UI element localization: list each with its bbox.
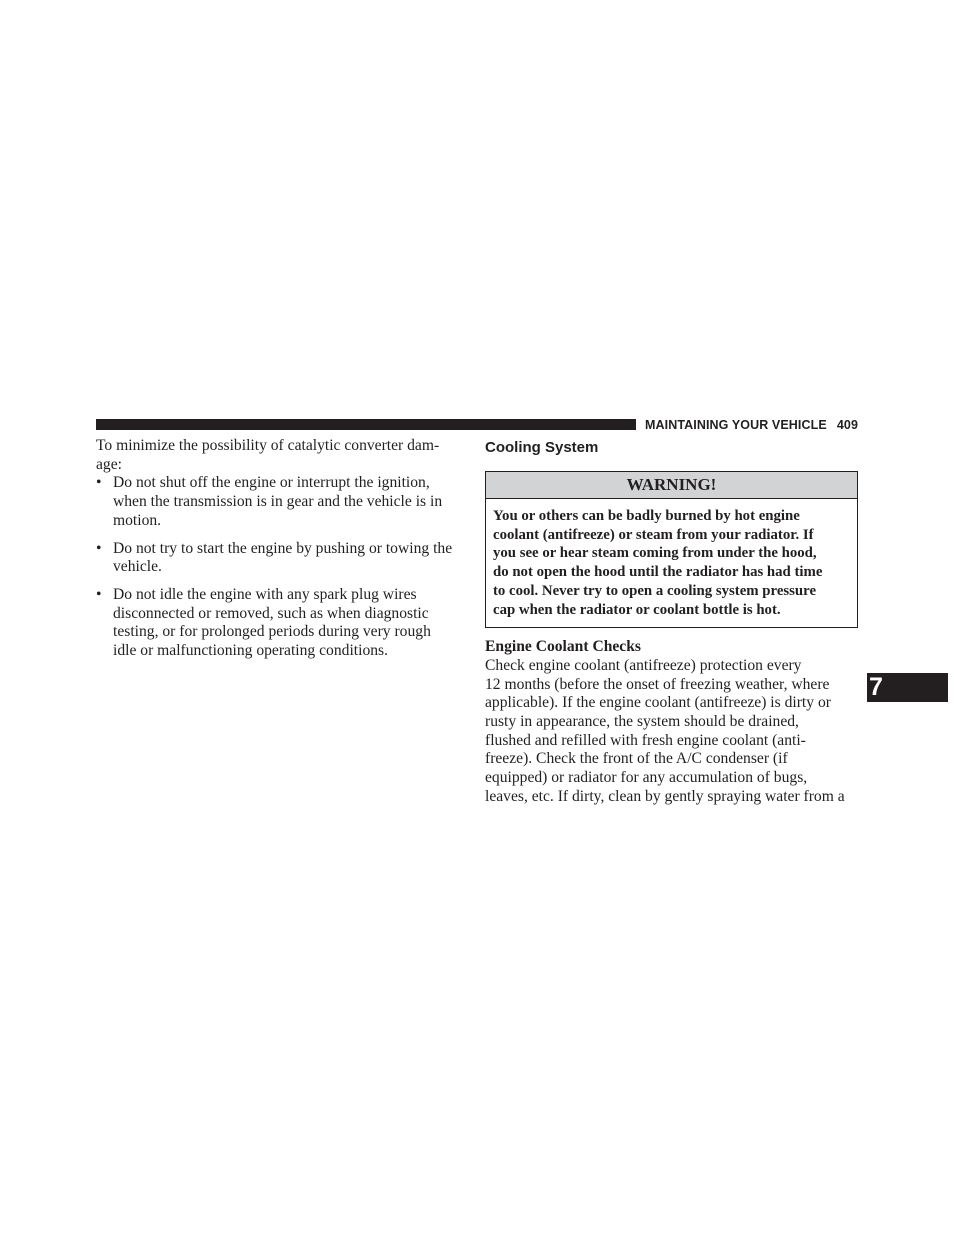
section-heading: Cooling System xyxy=(485,439,599,456)
bullet-line: vehicle. xyxy=(113,558,162,576)
warning-line: You or others can be badly burned by hot engine xyxy=(493,508,800,524)
body-line: applicable). If the engine coolant (antifreeze) is dirty or xyxy=(485,694,831,712)
bullet-line: idle or malfunctioning operating conditions. xyxy=(113,642,388,660)
warning-line: to cool. Never try to open a cooling system pressure xyxy=(493,582,817,599)
intro-line: To minimize the possibility of catalytic converter dam- xyxy=(96,437,440,454)
warning-text xyxy=(486,499,857,627)
bullet-line: testing, or for prolonged periods during very rough xyxy=(113,623,431,641)
body-line: rusty in appearance, the system should be drained, xyxy=(485,713,799,731)
bullet-text xyxy=(113,540,469,577)
bullet-icon: • xyxy=(96,585,102,603)
warning-line: coolant (antifreeze) or steam from your radiator. If xyxy=(493,526,814,543)
warning-title: WARNING! xyxy=(486,472,857,499)
bullet-line: motion. xyxy=(113,511,162,529)
chapter-number: 7 xyxy=(869,673,883,701)
warning-line: cap when the radiator or coolant bottle is hot. xyxy=(493,601,781,618)
bullet-text xyxy=(113,586,469,661)
running-head-title: MAINTAINING YOUR VEHICLE xyxy=(645,418,827,432)
bullet-line: Do not idle the engine with any spark plug wires xyxy=(113,585,417,603)
bullet-line: disconnected or removed, such as when diagnostic xyxy=(113,604,429,622)
warning-line: do not open the hood until the radiator has had time xyxy=(493,564,823,581)
bullet-line: Do not shut off the engine or interrupt the ignition, xyxy=(113,474,430,492)
body-line: 12 months (before the onset of freezing weather, where xyxy=(485,675,830,693)
subheading: Engine Coolant Checks xyxy=(485,638,641,656)
intro-line: age: xyxy=(96,455,122,473)
body-line: freeze). Check the front of the A/C condenser (if xyxy=(485,750,788,768)
chapter-tab xyxy=(867,673,948,702)
bullet-icon: • xyxy=(96,539,102,557)
coolant-checks-paragraph xyxy=(485,657,858,807)
list-item xyxy=(96,474,469,530)
bullet-list xyxy=(96,474,469,660)
left-column xyxy=(96,437,469,670)
warning-line: you see or hear steam coming from under the hood, xyxy=(493,545,817,562)
list-item xyxy=(96,586,469,661)
bullet-icon: • xyxy=(96,474,102,492)
body-line: Check engine coolant (antifreeze) protection every xyxy=(485,656,802,674)
list-item xyxy=(96,540,469,577)
bullet-line: when the transmission is in gear and the vehicle is in xyxy=(113,493,443,511)
right-column xyxy=(485,437,858,807)
intro-paragraph xyxy=(96,437,469,474)
body-line: flushed and refilled with fresh engine coolant (anti- xyxy=(485,731,806,749)
header-rule xyxy=(96,419,636,430)
body-line: leaves, etc. If dirty, clean by gently spraying water from a xyxy=(485,787,845,805)
bullet-text xyxy=(113,474,469,530)
body-line: equipped) or radiator for any accumulation of bugs, xyxy=(485,769,808,787)
warning-box xyxy=(485,471,858,628)
bullet-line: Do not try to start the engine by pushing or towing the xyxy=(113,539,453,557)
running-head xyxy=(645,417,858,433)
page-number: 409 xyxy=(836,418,858,432)
